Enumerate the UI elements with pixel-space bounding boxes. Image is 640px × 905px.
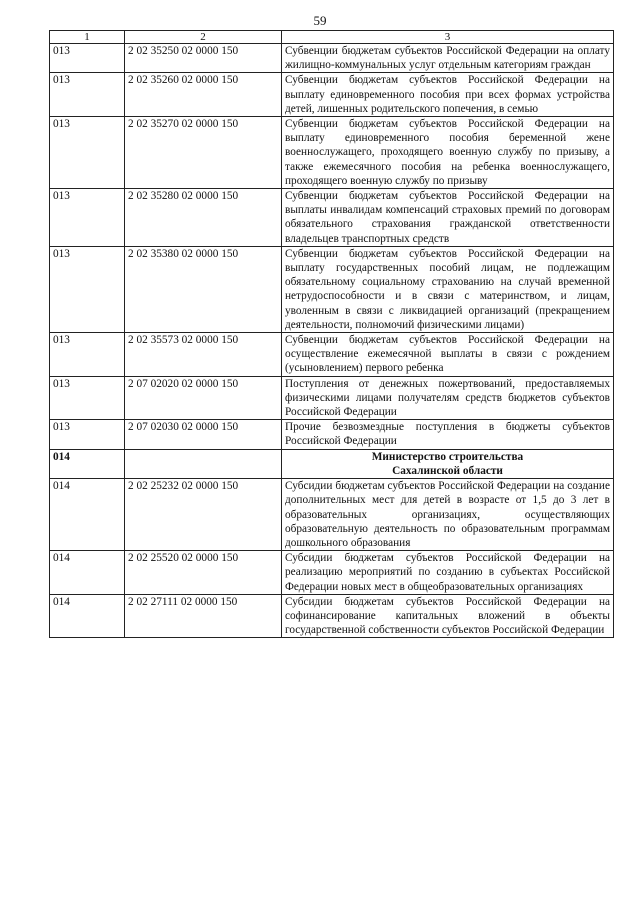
header-cell-1: 1: [50, 31, 125, 44]
table-row: [50, 551, 614, 595]
description-cell: [282, 376, 614, 420]
page-number: 59: [313, 13, 327, 28]
description-cell: [282, 189, 614, 247]
table-row: [50, 479, 614, 551]
budget-classification-table: [49, 30, 614, 638]
admin-code-cell: 014: [50, 551, 125, 595]
budget-code-cell: 2 02 27111 02 0000 150: [125, 594, 282, 638]
description-cell: [282, 594, 614, 638]
admin-code-cell: 013: [50, 117, 125, 189]
admin-code-cell: 013: [50, 189, 125, 247]
section-title-line: Министерство строительства: [371, 450, 524, 463]
admin-code-cell: 013: [50, 376, 125, 420]
description-text: Субсидии бюджетам субъектов Российской Федерации на софинансирование капитальных вложений в объекты государственной собственности субъектов Российской Федерации: [285, 595, 610, 637]
budget-code-cell: 2 02 35250 02 0000 150: [125, 44, 282, 73]
budget-code-cell: 2 02 35280 02 0000 150: [125, 189, 282, 247]
description-text: Прочие безвозмездные поступления в бюджеты субъектов Российской Федерации: [285, 421, 610, 448]
admin-code-cell: 014: [50, 479, 125, 551]
table-row: [50, 420, 614, 449]
table-row: [50, 189, 614, 247]
description-cell: [282, 551, 614, 595]
budget-code-cell: 2 07 02020 02 0000 150: [125, 376, 282, 420]
description-cell: [282, 420, 614, 449]
budget-code-cell: 2 07 02030 02 0000 150: [125, 420, 282, 449]
admin-code-cell: 013: [50, 333, 125, 377]
section-title-cell: [282, 449, 614, 478]
budget-code-cell: 2 02 35260 02 0000 150: [125, 73, 282, 117]
description-text: Субвенции бюджетам субъектов Российской Федерации на осуществление ежемесячной выплаты в связи с рождением (усыновлением) первого ребенка: [285, 334, 610, 375]
description-text: Субвенции бюджетам субъектов Российской Федерации на оплату жилищно-коммунальных услуг отдельным категориям граждан: [285, 45, 610, 72]
admin-code-cell: 013: [50, 73, 125, 117]
table-row: [50, 73, 614, 117]
description-text: Поступления от денежных пожертвований, предоставляемых физическими лицами получателям средств бюджетов субъектов Российской Федерации: [285, 377, 610, 419]
admin-code-cell: 013: [50, 246, 125, 332]
header-row: [50, 31, 614, 44]
description-cell: [282, 333, 614, 377]
section-header-row: [50, 449, 614, 478]
admin-code-cell: 013: [50, 420, 125, 449]
description-text: Субвенции бюджетам субъектов Российской Федерации на выплату государственных пособий лицам, не подлежащим обязательному социальному страхованию на случай временной нетрудоспособности и в связи с материнством, и лицам, уволенным в связи с ликвидацией организаций (прекращением деятельности, полномочий физическими лицами): [285, 247, 610, 331]
description-text: Субвенции бюджетам субъектов Российской Федерации на выплату единовременного пособия беременной жене военнослужащего, проходящего военную службу по призыву, а также ежемесячного пособия на ребенка военнослужащего, проходящего военную службу по призыву: [285, 118, 610, 187]
budget-code-cell: [125, 449, 282, 478]
description-cell: [282, 246, 614, 332]
description-text: Субсидии бюджетам субъектов Российской Федерации на реализацию мероприятий по созданию в субъектах Российской Федерации новых мест в общеобразовательных организациях: [285, 552, 610, 593]
budget-code-cell: 2 02 35380 02 0000 150: [125, 246, 282, 332]
budget-code-cell: 2 02 35573 02 0000 150: [125, 333, 282, 377]
admin-code-cell: 014: [50, 594, 125, 638]
description-cell: [282, 479, 614, 551]
description-text: Субвенции бюджетам субъектов Российской Федерации на выплаты инвалидам компенсаций страховых премий по договорам обязательного страхования гражданской ответственности владельцев транспортных средств: [285, 190, 610, 245]
table-row: [50, 376, 614, 420]
table-row: [50, 246, 614, 332]
table-row: [50, 333, 614, 377]
description-text: Субвенции бюджетам субъектов Российской Федерации на выплату единовременного пособия при всех формах устройства детей, лишенных родительского попечения, в семью: [285, 74, 610, 115]
section-title-line: Сахалинской области: [392, 464, 503, 477]
budget-code-cell: 2 02 35270 02 0000 150: [125, 117, 282, 189]
description-cell: [282, 73, 614, 117]
header-cell-3: 3: [282, 31, 614, 44]
admin-code-cell: 013: [50, 44, 125, 73]
description-text: Субсидии бюджетам субъектов Российской Федерации на создание дополнительных мест для детей в возрасте от 1,5 до 3 лет в образовательных организациях, осуществляющих образовательную деятельность по образовательным программам дошкольного образования: [285, 480, 610, 549]
table-body: [50, 44, 614, 638]
table-row: [50, 44, 614, 73]
budget-code-cell: 2 02 25520 02 0000 150: [125, 551, 282, 595]
budget-code-cell: 2 02 25232 02 0000 150: [125, 479, 282, 551]
table-row: [50, 117, 614, 189]
table-row: [50, 594, 614, 638]
description-cell: [282, 44, 614, 73]
header-cell-2: 2: [125, 31, 282, 44]
description-cell: [282, 117, 614, 189]
admin-code-cell: 014: [50, 449, 125, 478]
